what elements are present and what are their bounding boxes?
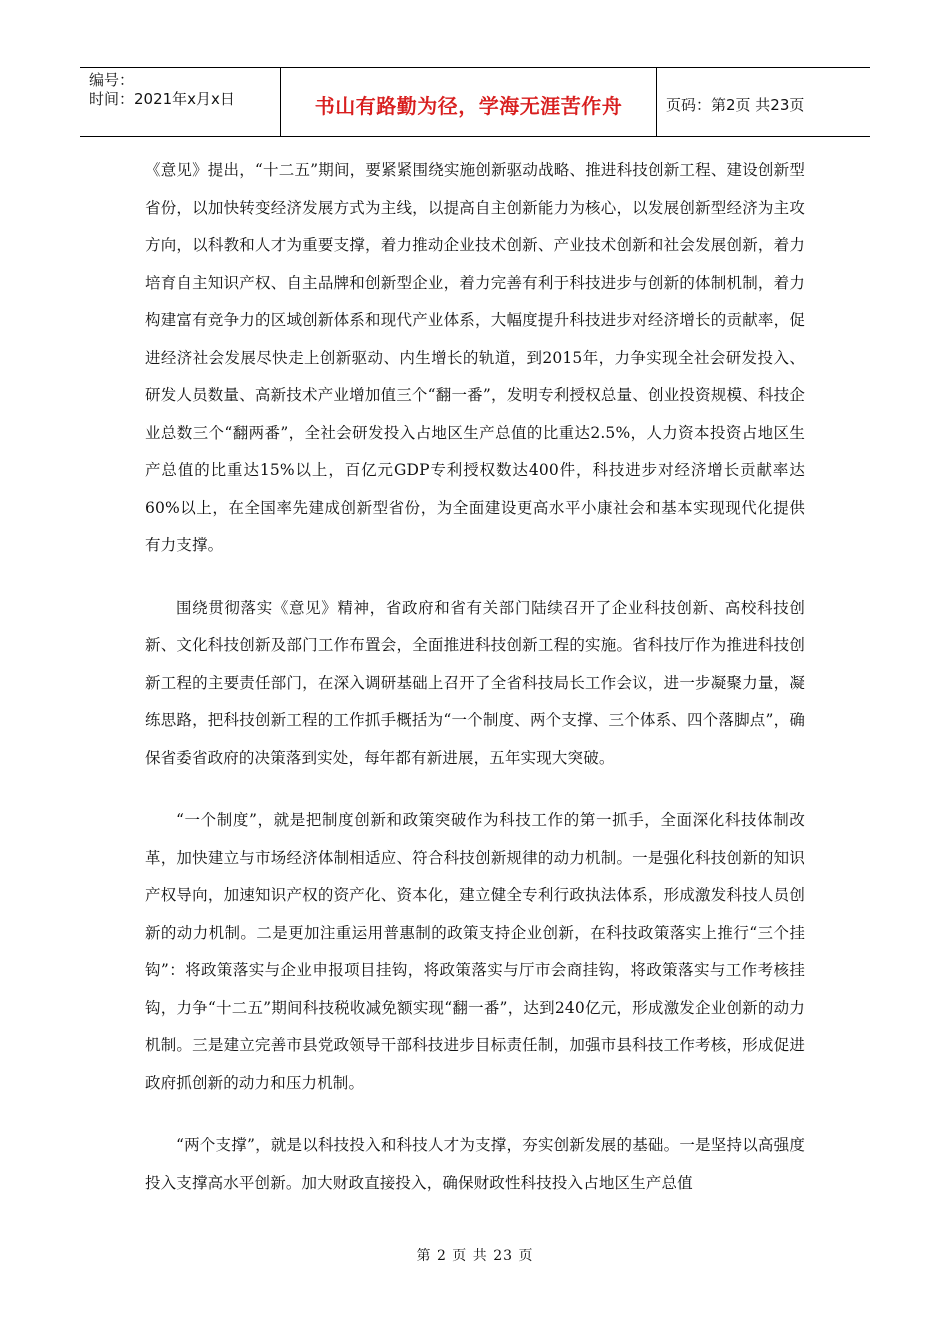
paragraph-3: “一个制度”，就是把制度创新和政策突破作为科技工作的第一抓手，全面深化科技体制改革，加快建立与市场经济体制相适应、符合科技创新规律的动力机制。一是强化科技创新的知识产权导向，加速知识产权的资产化、资本化，建立健全专利行政执法体系，形成激发科技人员创新的动力机制。二是更加注重运用普惠制的政策支持企业创新，在科技政策落实上推行“三个挂钩”：将政策落实与企业申报项目挂钩，将政策落实与厅市会商挂钩，将政策落实与工作考核挂钩，力争“十二五”期间科技税收减免额实现“翻一番”，达到240亿元，形成激发企业创新的动力机制。三是建立完善市县党政领导干部科技进步目标责任制，加强市县科技工作考核，形成促进政府抓创新的动力和压力机制。 <box>145 811 805 1092</box>
header-page-cell <box>657 68 870 136</box>
header-meta-cell <box>80 68 281 136</box>
paragraph-2: 围绕贯彻落实《意见》精神，省政府和省有关部门陆续召开了企业科技创新、高校科技创新、文化科技创新及部门工作布置会，全面推进科技创新工程的实施。省科技厅作为推进科技创新工程的主要责任部门，在深入调研基础上召开了全省科技局长工作会议，进一步凝聚力量，凝练思路，把科技创新工程的工作抓手概括为“一个制度、两个支撑、三个体系、四个落脚点”，确保省委省政府的决策落到实处，每年都有新进展，五年实现大突破。 <box>145 598 805 767</box>
header-motto: 书山有路勤为径，学海无涯苦作舟 <box>314 93 623 118</box>
document-number-label: 编号： <box>89 71 135 89</box>
header-page-info: 页码：第2页 共23页 <box>666 95 805 114</box>
footer-page-number: 第 2 页 共 23 页 <box>416 1248 534 1264</box>
paragraph-4: “两个支撑”，就是以科技投入和科技人才为支撑，夯实创新发展的基础。一是坚持以高强度投入支撑高水平创新。加大财政直接投入，确保财政性科技投入占地区生产总值 <box>145 1136 805 1192</box>
document-date: 时间：2021年x月x日 <box>89 90 235 108</box>
page-header <box>80 67 870 137</box>
page-footer <box>0 1245 950 1265</box>
header-motto-cell <box>281 68 657 136</box>
document-body <box>145 152 805 1227</box>
paragraph-1: 《意见》提出，“十二五”期间，要紧紧围绕实施创新驱动战略、推进科技创新工程、建设创新型省份，以加快转变经济发展方式为主线，以提高自主创新能力为核心，以发展创新型经济为主攻方向，以科教和人才为重要支撑，着力推动企业技术创新、产业技术创新和社会发展创新，着力培育自主知识产权、自主品牌和创新型企业，着力完善有利于科技进步与创新的体制机制，着力构建富有竞争力的区域创新体系和现代产业体系，大幅度提升科技进步对经济增长的贡献率，促进经济社会发展尽快走上创新驱动、内生增长的轨道，到2015年，力争实现全社会研发投入、研发人员数量、高新技术产业增加值三个“翻一番”，发明专利授权总量、创业投资规模、科技企业总数三个“翻两番”，全社会研发投入占地区生产总值的比重达2.5%，人力资本投资占地区生产总值的比重达15%以上，百亿元GDP专利授权数达400件，科技进步对经济增长贡献率达60%以上，在全国率先建成创新型省份，为全面建设更高水平小康社会和基本实现现代化提供有力支撑。 <box>145 161 805 554</box>
